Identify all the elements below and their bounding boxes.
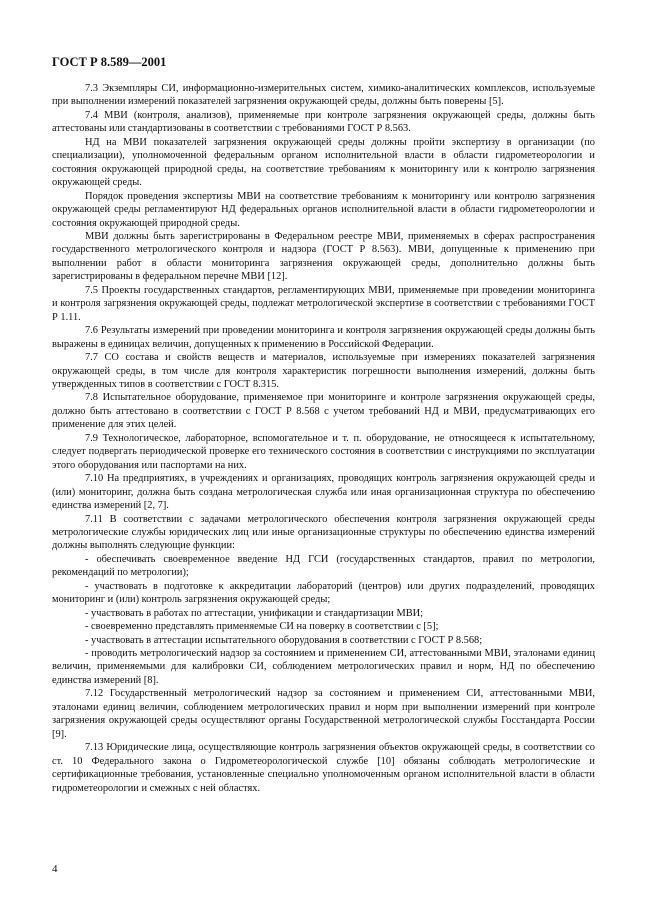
paragraph: Порядок проведения экспертизы МВИ на соответствие требованиям к мониторингу или контролю загрязнения окружающей среды регламентируют НД федеральных органов исполнительной власти в области гидрометеорологии и состояния окружающей природной среды. (52, 190, 595, 229)
paragraph: 7.13 Юридические лица, осуществляющие контроль загрязнения объектов окружающей среды, в соответствии со ст. 10 Федерального закона о Гидрометеорологической службе [10] обязаны соблюдать метрологические и сертификационные требования, установленные специально уполномоченным органом исполнительной власти в области гидрометеорологии и смежных с ней областях. (52, 742, 595, 794)
paragraph: НД на МВИ показателей загрязнения окружающей среды должны пройти экспертизу в организации (по специализации), уполномоченной федеральным органом исполнительной власти в области гидрометеорологии и состояния окружающей природной среды, на соответствие требованиям к мониторингу или к контролю загрязнения окружающей среды. (52, 136, 595, 189)
paragraph: 7.12 Государственный метрологический надзор за состоянием и применением СИ, аттестованными МВИ, эталонами единиц величин, соблюдением метрологических правил и норм при выполнении измерений при контроле загрязнения окружающей среды осуществляют органы Государственной метрологической службы Госстандарта России [9]. (52, 688, 595, 740)
document-header: ГОСТ Р 8.589—2001 (52, 55, 167, 69)
document-body (52, 82, 595, 795)
list-item: - проводить метрологический надзор за состоянием и применением СИ, аттестованными МВИ, эталонами единиц величин, применяемыми для калибровки СИ, соблюдением метрологических правил и норм, НД по обеспечению единства измерений [8]. (52, 648, 595, 686)
paragraph: 7.5 Проекты государственных стандартов, регламентирующих МВИ, применяемые при проведении мониторинга и контроля загрязнения окружающей среды, подлежат метрологической экспертизе в соответствии с требованиями ГОСТ Р 1.11. (52, 284, 595, 323)
paragraph: 7.6 Результаты измерений при проведении мониторинга и контроля загрязнения окружающей среды должны быть выражены в единицах величин, допущенных к применению в Российской Федерации. (52, 325, 595, 350)
list-item: - обеспечивать своевременное введение НД ГСИ (государственных стандартов, правил по метрологии, рекомендаций по метрологии); (52, 553, 595, 579)
paragraph: 7.7 СО состава и свойств веществ и материалов, используемые при измерениях показателей загрязнения окружающей среды, в том числе для контроля характеристик погрешности выполнения измерений, должны быть утвержденных типов в соответствии с ГОСТ 8.315. (52, 352, 595, 390)
list-item: - своевременно представлять применяемые СИ на поверку в соответствии с [5]; (85, 621, 439, 633)
paragraph: 7.9 Технологическое, лабораторное, вспомогательное и т. п. оборудование, не относящееся к испытательному, следует подвергать периодической проверке его технического состояния в соответствии с инструкциями по эксплуатации этого оборудования или паспортами на них. (52, 432, 595, 471)
paragraph: 7.4 МВИ (контроля, анализов), применяемые при контроле загрязнения окружающей среды, должны быть аттестованы или стандартизованы в соответствии с требованиями ГОСТ Р 8.563. (52, 109, 595, 135)
paragraph: 7.10 На предприятиях, в учреждениях и организациях, проводящих контроль загрязнения окружающей среды и (или) мониторинг, должна быть создана метрологическая служба или иная организационная структура по обеспечению единства измерений [2, 7]. (52, 473, 595, 512)
paragraph: МВИ должны быть зарегистрированы в Федеральном реестре МВИ, применяемых в сферах распространения государственного метрологического контроля и надзора (ГОСТ Р 8.563). МВИ, допущенные к применению при выполнении работ в области мониторинга загрязнения окружающей среды, дополнительно должны быть зарегистрированы в федеральном перечне МВИ [12]. (52, 230, 595, 283)
paragraph: 7.3 Экземпляры СИ, информационно-измерительных систем, химико-аналитических комплексов, используемые при выполнении измерений показателей загрязнения окружающей среды, должны быть поверены [5]. (52, 83, 595, 108)
list-item: - участвовать в аттестации испытательного оборудования в соответствии с ГОСТ Р 8.568; (85, 634, 483, 646)
list-item: - участвовать в подготовке к аккредитации лабораторий (центров) или других подразделений, проводящих мониторинг и (или) контроль загрязнения окружающей среды; (52, 580, 595, 606)
paragraph: 7.11 В соответствии с задачами метрологического обеспечения контроля загрязнения окружающей среды метрологические службы юридических лиц или иные организационные структуры по обеспечению единства измерений должны выполнять следующие функции: (52, 513, 595, 552)
list-item: - участвовать в работах по аттестации, унификации и стандартизации МВИ; (85, 607, 424, 619)
paragraph: 7.8 Испытательное оборудование, применяемое при мониторинге и контроле загрязнения окружающей среды, должно быть аттестовано в соответствии с ГОСТ Р 8.568 с учетом требований НД и МВИ, предусматривающих его применение для этих целей. (52, 392, 595, 431)
page-number: 4 (52, 863, 58, 875)
